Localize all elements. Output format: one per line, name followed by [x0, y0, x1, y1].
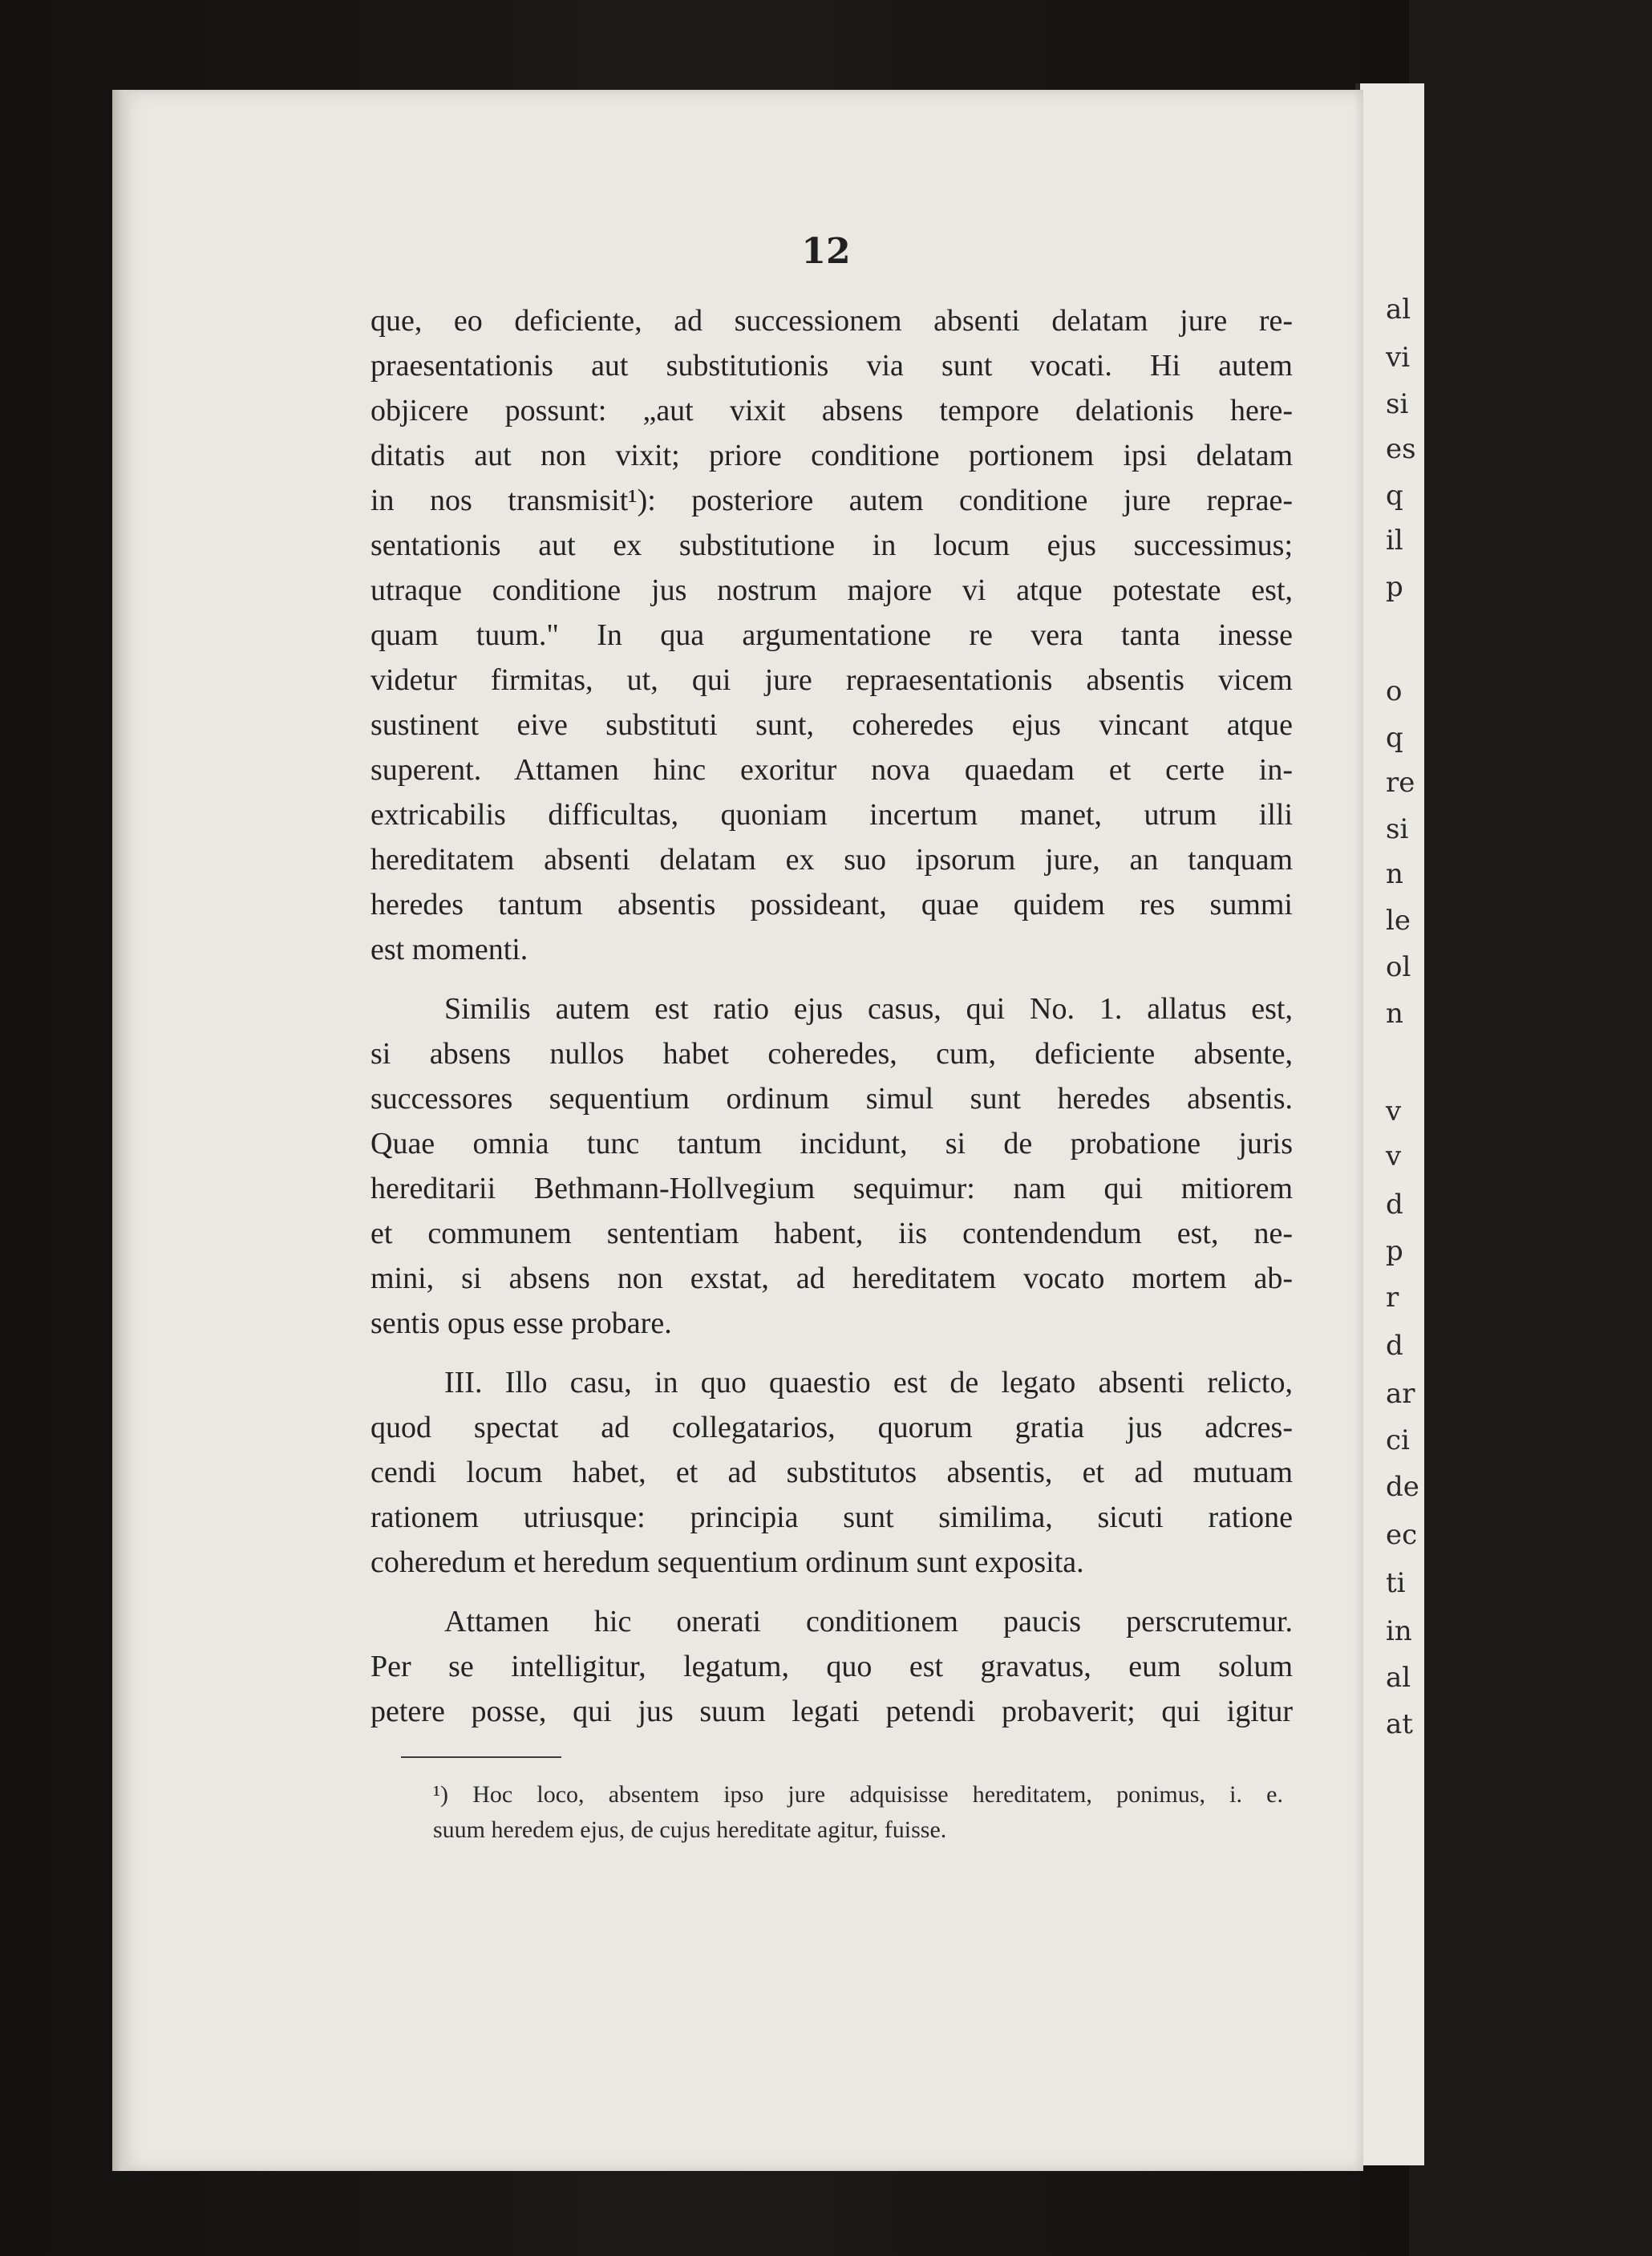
- text-line: successores sequentium ordinum simul sunt heredes absentis.: [370, 1082, 1293, 1116]
- facing-fragment: si: [1386, 388, 1409, 420]
- text-line: cendi locum habet, et ad substitutos absentis, et ad mutuam: [370, 1456, 1293, 1489]
- facing-fragment: p: [1386, 1235, 1403, 1267]
- facing-fragment: re: [1386, 767, 1415, 799]
- text-line: sentationis aut ex substitutione in locum ejus successimus;: [370, 529, 1293, 562]
- text-line: extricabilis difficultas, quoniam incertum manet, utrum illi: [370, 798, 1293, 832]
- text-line: est momenti.: [370, 933, 528, 966]
- text-line: quam tuum." In qua argumentatione re vera tanta inesse: [370, 618, 1293, 652]
- text-line: superent. Attamen hinc exoritur nova quaedam et certe in-: [370, 753, 1293, 787]
- facing-fragment: ci: [1386, 1424, 1410, 1456]
- facing-fragment: es: [1386, 433, 1416, 465]
- facing-fragment: o: [1386, 675, 1403, 707]
- body-text: [370, 298, 1293, 1734]
- facing-fragment: vi: [1386, 342, 1411, 374]
- footnote-line: suum heredem ejus, de cujus hereditate agitur, fuisse.: [433, 1817, 947, 1843]
- text-line: III. Illo casu, in quo quaestio est de legato absenti relicto,: [444, 1366, 1293, 1399]
- text-line: sustinent eive substituti sunt, coheredes ejus vincant atque: [370, 708, 1293, 742]
- page-spine-shadow: [112, 90, 132, 2171]
- facing-fragment: in: [1386, 1615, 1412, 1647]
- text-line: utraque conditione jus nostrum majore vi atque potestate est,: [370, 573, 1293, 607]
- facing-fragment: q: [1386, 480, 1403, 512]
- facing-fragment: v: [1386, 1096, 1402, 1128]
- page-number: 12: [801, 231, 851, 272]
- text-line: et communem sententiam habent, iis contendendum est, ne-: [370, 1217, 1293, 1250]
- text-line: petere posse, qui jus suum legati petendi probaverit; qui igitur: [370, 1695, 1293, 1728]
- text-line: si absens nullos habet coheredes, cum, deficiente absente,: [370, 1037, 1293, 1071]
- text-line: objicere possunt: „aut vixit absens tempore delationis here-: [370, 394, 1293, 427]
- facing-fragment: r: [1386, 1282, 1399, 1314]
- facing-fragment: ar: [1386, 1378, 1415, 1410]
- facing-fragment: at: [1386, 1708, 1413, 1740]
- text-line: coheredum et heredum sequentium ordinum sunt exposita.: [370, 1545, 1084, 1579]
- facing-fragment: d: [1386, 1330, 1403, 1362]
- text-line: videtur firmitas, ut, qui jure repraesentationis absentis vicem: [370, 663, 1293, 697]
- text-line: Attamen hic onerati conditionem paucis perscrutemur.: [444, 1605, 1293, 1638]
- facing-fragment: d: [1386, 1189, 1403, 1221]
- facing-fragment: p: [1386, 571, 1403, 603]
- text-line: Per se intelligitur, legatum, quo est gravatus, eum solum: [370, 1650, 1293, 1683]
- text-line: ditatis aut non vixit; priore conditione portionem ipsi delatam: [370, 439, 1293, 472]
- text-line: mini, si absens non exstat, ad hereditatem vocato mortem ab-: [370, 1262, 1293, 1295]
- facing-fragment: ti: [1386, 1567, 1406, 1599]
- text-line: que, eo deficiente, ad successionem absenti delatam jure re-: [370, 304, 1293, 338]
- text-line: hereditatem absenti delatam ex suo ipsorum jure, an tanquam: [370, 843, 1293, 877]
- facing-fragment: n: [1386, 858, 1403, 890]
- footnote-line: ¹) Hoc loco, absentem ipso jure adquisisse hereditatem, ponimus, i. e.: [433, 1781, 1283, 1808]
- facing-fragment: v: [1386, 1140, 1402, 1173]
- facing-fragment: al: [1386, 294, 1411, 326]
- facing-fragment: si: [1386, 813, 1409, 845]
- text-line: quod spectat ad collegatarios, quorum gratia jus adcres-: [370, 1411, 1293, 1444]
- footnote: [433, 1777, 1283, 1848]
- facing-fragment: q: [1386, 722, 1403, 754]
- text-line: rationem utriusque: principia sunt similima, sicuti ratione: [370, 1501, 1293, 1534]
- facing-fragment: al: [1386, 1662, 1411, 1694]
- facing-fragment: n: [1386, 998, 1403, 1030]
- text-line: Similis autem est ratio ejus casus, qui No. 1. allatus est,: [444, 992, 1293, 1026]
- text-line: sentis opus esse probare.: [370, 1306, 672, 1340]
- text-line: heredes tantum absentis possideant, quae quidem res summi: [370, 888, 1293, 921]
- facing-fragment: il: [1386, 525, 1403, 557]
- facing-page-edge: [1355, 83, 1424, 2165]
- facing-fragment: ec: [1386, 1519, 1418, 1551]
- facing-fragment: le: [1386, 905, 1411, 937]
- text-line: Quae omnia tunc tantum incidunt, si de probatione juris: [370, 1127, 1293, 1160]
- text-line: in nos transmisit¹): posteriore autem conditione jure reprae-: [370, 484, 1293, 517]
- facing-fragment: de: [1386, 1471, 1419, 1503]
- text-line: praesentationis aut substitutionis via sunt vocati. Hi autem: [370, 349, 1293, 383]
- facing-fragment: ol: [1386, 951, 1411, 983]
- footnote-rule: [401, 1756, 561, 1758]
- text-line: hereditarii Bethmann-Hollvegium sequimur: nam qui mitiorem: [370, 1172, 1293, 1205]
